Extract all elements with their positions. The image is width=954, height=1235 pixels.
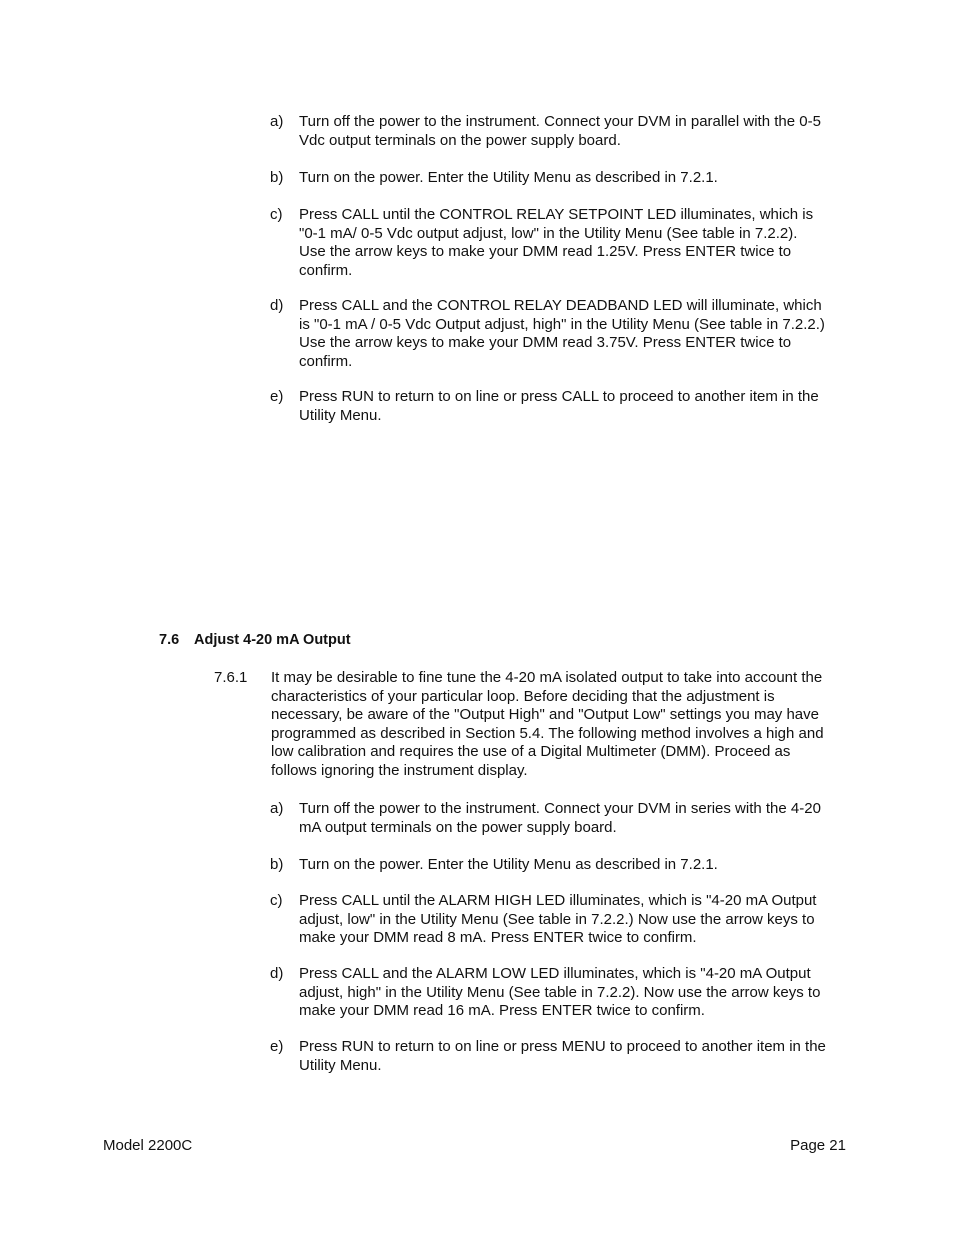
list-item-letter: a) <box>270 800 284 817</box>
list-item <box>270 297 850 371</box>
footer-model: Model 2200C <box>103 1137 193 1154</box>
paragraph-text: It may be desirable to fine tune the 4-20 mA isolated output to take into account the characteristics of your particular loop. Before deciding that the adjustment is necessary, be aware of the "Output High" and "Output Low" settings you may have programmed as described in Section 5.4. The following method involves a high and low calibration and requires the use of a Digital Multimeter (DMM). Proceed as follows ignoring the instrument display. <box>271 669 824 779</box>
list-item-letter: e) <box>270 1038 284 1055</box>
list-item <box>270 892 850 948</box>
list-item-text: Press RUN to return to on line or press MENU to proceed to another item in the Utility Menu. <box>299 1038 826 1074</box>
list-item-text: Press CALL and the ALARM LOW LED illuminates, which is "4-20 mA Output adjust, high" in the Utility Menu (See table in 7.2.2). Now use the arrow keys to make your DMM read 16 mA. Press ENTER twice to confirm. <box>299 965 821 1019</box>
list-item-letter: d) <box>270 965 284 982</box>
list-item <box>270 113 850 150</box>
list-item-text: Press CALL until the CONTROL RELAY SETPOINT LED illuminates, which is "0-1 mA/ 0-5 Vdc output adjust, low" in the Utility Menu (See table in 7.2.2). Use the arrow keys to make your DMM read 1.25V. Press ENTER twice to confirm. <box>299 206 814 279</box>
list-item <box>270 1038 850 1075</box>
list-item-text: Turn off the power to the instrument. Connect your DVM in series with the 4-20 mA output terminals on the power supply board. <box>299 800 821 836</box>
section-title: Adjust 4-20 mA Output <box>194 632 351 648</box>
list-item-text: Turn on the power. Enter the Utility Menu as described in 7.2.1. <box>299 169 718 186</box>
list-item-letter: b) <box>270 856 284 873</box>
list-item <box>270 856 850 875</box>
list-item <box>270 169 850 188</box>
list-item-letter: e) <box>270 388 284 405</box>
list-item-text: Press CALL until the ALARM HIGH LED illuminates, which is "4-20 mA Output adjust, low" in the Utility Menu (See table in 7.2.2.) Now use the arrow keys to make your DMM read 8 mA. Press ENTER twice to confirm. <box>299 892 817 946</box>
section-heading <box>159 631 351 650</box>
list-item <box>270 965 850 1021</box>
list-item <box>270 206 850 280</box>
list-item-letter: a) <box>270 113 284 130</box>
paragraph-number: 7.6.1 <box>214 669 248 686</box>
list-item-letter: c) <box>270 892 283 909</box>
list-item <box>270 388 850 425</box>
footer-page-number: Page 21 <box>790 1137 846 1154</box>
list-item <box>270 800 850 837</box>
list-item-text: Press RUN to return to on line or press CALL to proceed to another item in the Utility Menu. <box>299 388 819 424</box>
section-number: 7.6 <box>159 632 180 648</box>
paragraph <box>214 669 854 780</box>
list-item-text: Press CALL and the CONTROL RELAY DEADBAND LED will illuminate, which is "0-1 mA / 0-5 Vdc Output adjust, high" in the Utility Menu (See table in 7.2.2.) Use the arrow keys to make your DMM read 3.75V. Press ENTER twice to confirm. <box>299 297 825 370</box>
list-item-text: Turn on the power. Enter the Utility Menu as described in 7.2.1. <box>299 856 718 873</box>
list-item-letter: b) <box>270 169 284 186</box>
list-item-text: Turn off the power to the instrument. Connect your DVM in parallel with the 0-5 Vdc output terminals on the power supply board. <box>299 113 821 149</box>
list-item-letter: c) <box>270 206 283 223</box>
list-item-letter: d) <box>270 297 284 314</box>
